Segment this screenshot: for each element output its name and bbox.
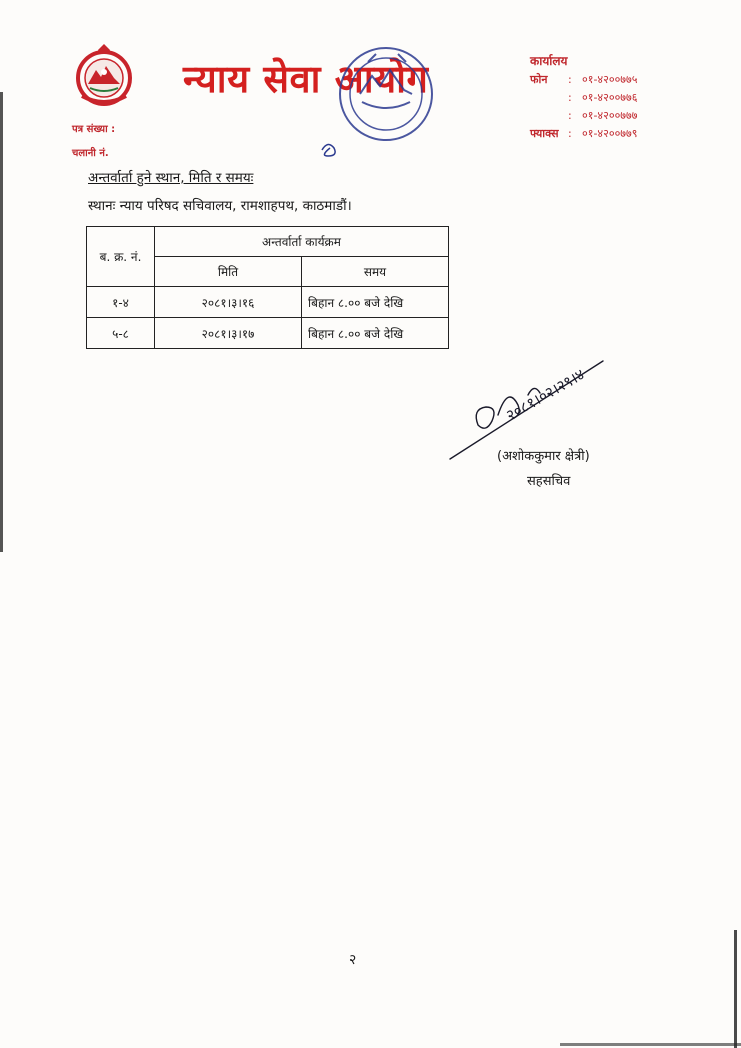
table-header-row (87, 227, 449, 257)
scan-edge-left (0, 92, 3, 552)
row-serial: ५-८ (87, 318, 155, 349)
phone-number-3: ०१-४२००७७७ (582, 109, 638, 122)
phone-row-3: : ०१-४२००७७७ (568, 109, 638, 122)
signed-date: २०८१।०२।२९।४ (503, 365, 588, 425)
phone-row-1: फोन : ०१-४२००७७५ (530, 73, 638, 86)
time-header: समय (302, 257, 449, 287)
table-row (87, 318, 449, 349)
page-number: २ (349, 952, 357, 968)
interview-schedule-table (86, 226, 449, 349)
fax-number: ०१-४२००७७९ (582, 127, 638, 140)
fax-row: फ्याक्स : ०१-४२००७७९ (530, 127, 638, 140)
venue-text: स्थानः न्याय परिषद सचिवालय, रामशाहपथ, काठमाडौं। (88, 198, 352, 214)
program-header: अन्तर्वार्ता कार्यक्रम (155, 227, 449, 257)
letter-number-label: पत्र संख्या : (72, 124, 116, 135)
phone-label: फोन (530, 73, 548, 86)
fax-label: फ्याक्स (530, 127, 559, 140)
phone-number-2: ०१-४२००७७६ (582, 91, 638, 104)
phone-number-1: ०१-४२००७७५ (582, 73, 638, 86)
row-date: २०८१।३।१७ (155, 318, 302, 349)
date-header: मिति (155, 257, 302, 287)
row-time: बिहान ८.०० बजे देखि (308, 295, 404, 310)
signer-name: (अशोककुमार क्षेत्री) (497, 449, 590, 464)
row-date: २०८१।३।१६ (155, 287, 302, 318)
nepal-government-emblem-icon (70, 42, 138, 110)
section-heading: अन्तर्वार्ता हुने स्थान, मिति र समयः (88, 170, 254, 186)
phone-row-2: : ०१-४२००७७६ (568, 91, 638, 104)
commission-seal-icon (312, 32, 462, 162)
row-time: बिहान ८.०० बजे देखि (308, 326, 404, 341)
scan-edge-bottom (560, 1043, 741, 1046)
organization-title: न्याय सेवा आयोग (183, 56, 429, 101)
signer-designation: सहसचिव (527, 474, 571, 489)
table-row (87, 287, 449, 318)
office-label: कार्यालय (530, 54, 568, 68)
scan-edge-right (734, 930, 737, 1048)
row-serial: १-४ (87, 287, 155, 318)
serial-header: ब. क्र. नं. (87, 227, 155, 287)
contact-block (530, 52, 637, 144)
dispatch-number-label: चलानी नं. (72, 148, 109, 159)
